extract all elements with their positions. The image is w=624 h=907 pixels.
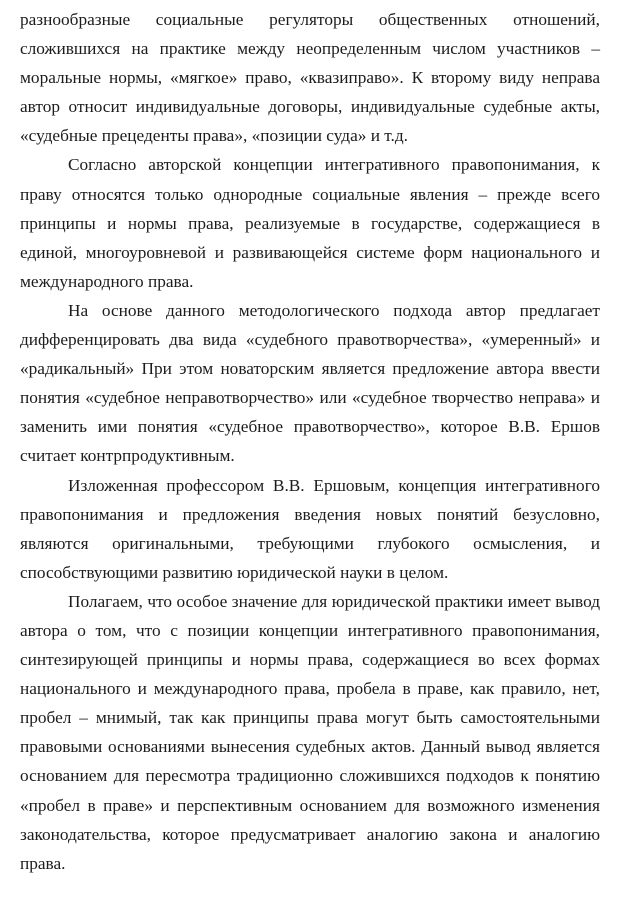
paragraph-5: Полагаем, что особое значение для юридической практики имеет вывод автора о том, что с позиции концепции интегративного правопонимания, синтезирующей принципы и нормы права, содержащиеся во всех формах национального и международного права, пробела в праве, как правило, нет, пробел – мнимый, так как принципы права могут быть самостоятельными правовыми основаниями вынесения судебных актов. Данный вывод является основанием для пересмотра традиционно сложившихся подходов к понятию «пробел в праве» и перспективным основанием для возможного изменения законодательства, которое предусматривает аналогию закона и аналогию права. — [20, 591, 600, 873]
paragraph-4: Изложенная профессором В.В. Ершовым, концепция интегративного правопонимания и предложения введения новых понятий безусловно, являются оригинальными, требующими глубокого осмысления, и способствующими развитию юридической науки в целом. — [20, 475, 600, 582]
paragraph-3: На основе данного методологического подхода автор предлагает дифференцировать два вида «судебного правотворчества», «умеренный» и «радикальный» При этом новаторским является предложение автора ввести понятия «судебное неправотворчество» или «судебное творчество неправа» и заменить ими понятия «судебное правотворчество», которое В.В. Ершов считает контрпродуктивным. — [20, 300, 600, 466]
paragraph-2: Согласно авторской концепции интегративного правопонимания, к праву относятся только однородные социальные явления – прежде всего принципы и нормы права, реализуемые в государстве, содержащиеся в единой, многоуровневой и развивающейся системе форм национального и международного права. — [20, 155, 600, 291]
document-page — [20, 5, 600, 878]
paragraph-1: разнообразные социальные регуляторы общественных отношений, сложившихся на практике между неопределенным числом участников – моральные нормы, «мягкое» право, «квазиправо». К второму виду неправа автор относит индивидуальные договоры, индивидуальные судебные акты, «судебные прецеденты права», «позиции суда» и т.д. — [20, 10, 600, 146]
